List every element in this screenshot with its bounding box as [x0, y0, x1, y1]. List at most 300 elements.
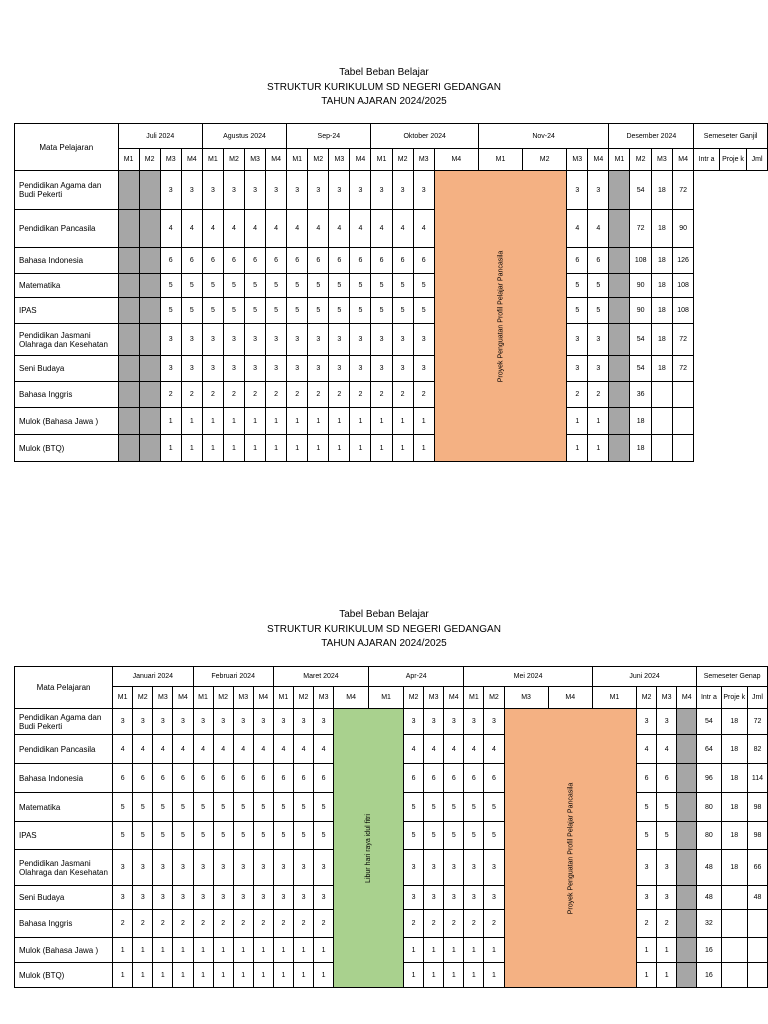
hour-cell: 3 — [404, 886, 424, 910]
hour-cell: 1 — [173, 938, 193, 963]
blocked-cell — [609, 210, 630, 248]
intra-cell: 48 — [697, 850, 721, 886]
hour-cell: 5 — [245, 274, 266, 298]
hour-cell: 4 — [444, 735, 464, 764]
projek-cell: 18 — [651, 356, 672, 382]
hour-cell: 1 — [202, 408, 223, 435]
hour-cell: 6 — [160, 248, 181, 274]
jml-cell: 72 — [747, 709, 767, 735]
jml-cell: 72 — [672, 356, 693, 382]
vertical-label: Proyek Penguatan Profil Pelajar Pancasila — [496, 250, 504, 382]
hour-cell: 3 — [308, 171, 329, 210]
hour-cell: 1 — [329, 435, 350, 462]
hour-cell: 3 — [464, 850, 484, 886]
hour-cell: 3 — [202, 356, 223, 382]
week-header: M3 — [314, 687, 334, 709]
hour-cell: 1 — [293, 938, 313, 963]
hour-cell: 6 — [287, 248, 308, 274]
holiday-block — [334, 709, 404, 988]
blocked-cell — [139, 324, 160, 356]
month-header: Agustus 2024 — [202, 124, 286, 149]
sem-col-projek: Proje k — [721, 687, 747, 709]
hour-cell: 3 — [588, 356, 609, 382]
hour-cell: 5 — [404, 793, 424, 822]
subject-cell: Seni Budaya — [15, 356, 119, 382]
hour-cell: 3 — [253, 886, 273, 910]
subject-cell: Bahasa Inggris — [15, 910, 113, 938]
week-header: M4 — [588, 149, 609, 171]
blocked-cell — [118, 356, 139, 382]
hour-cell: 4 — [424, 735, 444, 764]
hour-cell: 4 — [371, 210, 392, 248]
hour-cell: 6 — [308, 248, 329, 274]
hour-cell: 2 — [193, 910, 213, 938]
hour-cell: 5 — [464, 793, 484, 822]
week-header: M4 — [434, 149, 478, 171]
hour-cell: 1 — [160, 408, 181, 435]
hour-cell: 3 — [424, 850, 444, 886]
blocked-cell — [118, 274, 139, 298]
hour-cell: 2 — [424, 910, 444, 938]
hour-cell: 1 — [287, 435, 308, 462]
hour-cell: 5 — [293, 822, 313, 850]
hour-cell: 1 — [266, 408, 287, 435]
hour-cell: 2 — [464, 910, 484, 938]
hour-cell: 4 — [223, 210, 244, 248]
blocked-cell — [677, 850, 697, 886]
subject-cell: Mulok (Bahasa Jawa ) — [15, 408, 119, 435]
hour-cell: 1 — [233, 963, 253, 988]
blocked-cell — [118, 171, 139, 210]
week-header: M2 — [308, 149, 329, 171]
table-row — [15, 248, 768, 274]
week-header: M4 — [334, 687, 369, 709]
blocked-cell — [609, 356, 630, 382]
hour-cell: 5 — [314, 822, 334, 850]
hour-cell: 5 — [371, 274, 392, 298]
hour-cell: 1 — [193, 963, 213, 988]
week-header: M3 — [413, 149, 434, 171]
hour-cell: 3 — [392, 324, 413, 356]
hour-cell: 3 — [484, 850, 504, 886]
hour-cell: 2 — [273, 910, 293, 938]
hour-cell: 3 — [253, 850, 273, 886]
hour-cell: 1 — [113, 938, 133, 963]
hour-cell: 2 — [160, 382, 181, 408]
hour-cell: 2 — [233, 910, 253, 938]
blocked-cell — [677, 822, 697, 850]
jml-cell: 114 — [747, 764, 767, 793]
hour-cell: 3 — [293, 850, 313, 886]
jml-cell: 48 — [747, 886, 767, 910]
hour-cell: 1 — [181, 435, 202, 462]
week-header: M1 — [371, 149, 392, 171]
hour-cell: 6 — [444, 764, 464, 793]
hour-cell: 1 — [464, 938, 484, 963]
blocked-cell — [139, 408, 160, 435]
table2-heading — [14, 608, 754, 652]
hour-cell: 3 — [314, 886, 334, 910]
hour-cell: 6 — [464, 764, 484, 793]
hour-cell: 2 — [113, 910, 133, 938]
hour-cell: 4 — [113, 735, 133, 764]
week-header: M2 — [484, 687, 504, 709]
hour-cell: 3 — [371, 324, 392, 356]
vertical-label: Proyek Penguatan Profil Pelajar Pancasila — [566, 782, 574, 914]
hour-cell: 6 — [314, 764, 334, 793]
hour-cell: 5 — [113, 822, 133, 850]
hour-cell: 1 — [484, 963, 504, 988]
hour-cell: 6 — [253, 764, 273, 793]
hour-cell: 5 — [329, 274, 350, 298]
hour-cell: 3 — [153, 886, 173, 910]
hour-cell: 5 — [588, 298, 609, 324]
hour-cell: 5 — [173, 822, 193, 850]
hour-cell: 5 — [160, 274, 181, 298]
jml-cell: 108 — [672, 274, 693, 298]
hour-cell: 6 — [350, 248, 371, 274]
hour-cell: 4 — [404, 735, 424, 764]
hour-cell: 1 — [245, 408, 266, 435]
hour-cell: 1 — [223, 435, 244, 462]
hour-cell: 3 — [113, 850, 133, 886]
subject-cell: IPAS — [15, 298, 119, 324]
table2-schedule — [14, 666, 768, 988]
hour-cell: 1 — [444, 938, 464, 963]
hour-cell: 1 — [133, 963, 153, 988]
hour-cell: 5 — [133, 793, 153, 822]
hour-cell: 5 — [133, 822, 153, 850]
hour-cell: 3 — [314, 709, 334, 735]
hour-cell: 3 — [266, 171, 287, 210]
hour-cell: 5 — [293, 793, 313, 822]
hour-cell: 5 — [464, 822, 484, 850]
blocked-cell — [677, 709, 697, 735]
week-header: M1 — [118, 149, 139, 171]
sem-col-jml: Jml — [747, 149, 768, 171]
hour-cell: 1 — [392, 408, 413, 435]
hour-cell: 3 — [444, 850, 464, 886]
blocked-cell — [118, 210, 139, 248]
hour-cell: 5 — [637, 793, 657, 822]
week-header: M4 — [253, 687, 273, 709]
hour-cell: 6 — [173, 764, 193, 793]
hour-cell: 4 — [314, 735, 334, 764]
hour-cell: 1 — [213, 938, 233, 963]
hour-cell: 5 — [181, 298, 202, 324]
week-header: M2 — [392, 149, 413, 171]
table-row — [15, 210, 768, 248]
hour-cell: 5 — [202, 298, 223, 324]
hour-cell: 4 — [266, 210, 287, 248]
hour-cell: 6 — [273, 764, 293, 793]
hour-cell: 6 — [245, 248, 266, 274]
hour-cell: 5 — [245, 298, 266, 324]
hour-cell: 1 — [424, 938, 444, 963]
hour-cell: 3 — [266, 324, 287, 356]
hour-cell: 1 — [133, 938, 153, 963]
hour-cell: 5 — [444, 822, 464, 850]
hour-cell: 5 — [588, 274, 609, 298]
week-header: M3 — [233, 687, 253, 709]
jml-cell: 66 — [747, 850, 767, 886]
hour-cell: 4 — [193, 735, 213, 764]
hour-cell: 3 — [181, 324, 202, 356]
hour-cell: 1 — [413, 435, 434, 462]
blocked-cell — [118, 435, 139, 462]
hour-cell: 1 — [160, 435, 181, 462]
jml-cell — [747, 963, 767, 988]
table-row — [15, 382, 768, 408]
hour-cell: 4 — [253, 735, 273, 764]
hour-cell: 1 — [404, 963, 424, 988]
hour-cell: 2 — [213, 910, 233, 938]
hour-cell: 4 — [657, 735, 677, 764]
hour-cell: 2 — [350, 382, 371, 408]
subject-cell: IPAS — [15, 822, 113, 850]
blocked-cell — [677, 910, 697, 938]
hour-cell: 6 — [404, 764, 424, 793]
intra-cell: 80 — [697, 793, 721, 822]
hour-cell: 6 — [181, 248, 202, 274]
hour-cell: 4 — [181, 210, 202, 248]
table-row — [15, 435, 768, 462]
hour-cell: 5 — [287, 298, 308, 324]
sem-col-intra: Intr a — [697, 687, 721, 709]
hour-cell: 2 — [287, 382, 308, 408]
hour-cell: 1 — [484, 938, 504, 963]
blocked-cell — [139, 298, 160, 324]
table2-title-2: STRUKTUR KURIKULUM SD NEGERI GEDANGAN — [267, 623, 501, 635]
blocked-cell — [677, 886, 697, 910]
month-header: Sep-24 — [287, 124, 371, 149]
blocked-cell — [118, 298, 139, 324]
hour-cell: 4 — [287, 210, 308, 248]
hour-cell: 2 — [253, 910, 273, 938]
subject-header: Mata Pelajaran — [15, 667, 113, 709]
week-header: M4 — [173, 687, 193, 709]
hour-cell: 3 — [213, 886, 233, 910]
intra-cell: 96 — [697, 764, 721, 793]
hour-cell: 3 — [588, 324, 609, 356]
table-row — [15, 709, 768, 735]
week-header: M3 — [657, 687, 677, 709]
blocked-cell — [139, 171, 160, 210]
hour-cell: 3 — [213, 709, 233, 735]
hour-cell: 5 — [413, 298, 434, 324]
hour-cell: 3 — [153, 850, 173, 886]
week-header: M4 — [444, 687, 464, 709]
week-header: M4 — [677, 687, 697, 709]
hour-cell: 4 — [133, 735, 153, 764]
hour-cell: 4 — [308, 210, 329, 248]
hour-cell: 3 — [392, 171, 413, 210]
hour-cell: 3 — [153, 709, 173, 735]
week-header: M1 — [287, 149, 308, 171]
week-header: M3 — [651, 149, 672, 171]
hour-cell: 2 — [133, 910, 153, 938]
hour-cell: 1 — [329, 408, 350, 435]
table1-schedule — [14, 123, 768, 462]
intra-cell: 48 — [697, 886, 721, 910]
hour-cell: 3 — [293, 709, 313, 735]
week-header: M2 — [637, 687, 657, 709]
subject-cell: Matematika — [15, 793, 113, 822]
hour-cell: 5 — [444, 793, 464, 822]
blocked-cell — [139, 356, 160, 382]
hour-cell: 3 — [371, 356, 392, 382]
hour-cell: 6 — [133, 764, 153, 793]
subject-cell: Pendidikan Agama dan Budi Pekerti — [15, 171, 119, 210]
week-header: M2 — [223, 149, 244, 171]
hour-cell: 3 — [350, 324, 371, 356]
hour-cell: 2 — [329, 382, 350, 408]
intra-cell: 54 — [630, 171, 651, 210]
projek-cell — [651, 435, 672, 462]
week-header: M1 — [369, 687, 404, 709]
intra-cell: 54 — [697, 709, 721, 735]
subject-cell: Pendidikan Jasmani Olahraga dan Kesehatan — [15, 850, 113, 886]
hour-cell: 3 — [637, 709, 657, 735]
hour-cell: 6 — [329, 248, 350, 274]
month-header: Desember 2024 — [609, 124, 694, 149]
hour-cell: 2 — [223, 382, 244, 408]
projek-cell — [721, 886, 747, 910]
month-header: Oktober 2024 — [371, 124, 478, 149]
table-row — [15, 408, 768, 435]
hour-cell: 5 — [314, 793, 334, 822]
hour-cell: 6 — [392, 248, 413, 274]
hour-cell: 2 — [266, 382, 287, 408]
jml-cell: 126 — [672, 248, 693, 274]
hour-cell: 6 — [193, 764, 213, 793]
month-header: Maret 2024 — [273, 667, 368, 687]
jml-cell: 82 — [747, 735, 767, 764]
table-row — [15, 324, 768, 356]
jml-cell — [747, 910, 767, 938]
hour-cell: 1 — [153, 938, 173, 963]
hour-cell: 1 — [371, 408, 392, 435]
hour-cell: 3 — [202, 324, 223, 356]
hour-cell: 3 — [253, 709, 273, 735]
sem-col-intra: Intr a — [694, 149, 720, 171]
hour-cell: 5 — [266, 274, 287, 298]
week-header: M2 — [523, 149, 567, 171]
table1-title-3: TAHUN AJARAN 2024/2025 — [321, 96, 447, 107]
projek-cell: 18 — [721, 822, 747, 850]
hour-cell: 3 — [392, 356, 413, 382]
hour-cell: 3 — [567, 324, 588, 356]
hour-cell: 3 — [233, 709, 253, 735]
table2-title-3: TAHUN AJARAN 2024/2025 — [321, 638, 447, 649]
hour-cell: 6 — [213, 764, 233, 793]
hour-cell: 1 — [308, 435, 329, 462]
hour-cell: 4 — [329, 210, 350, 248]
blocked-cell — [677, 764, 697, 793]
intra-cell: 18 — [630, 408, 651, 435]
projek-cell: 18 — [651, 248, 672, 274]
hour-cell: 5 — [392, 298, 413, 324]
hour-cell: 1 — [637, 963, 657, 988]
hour-cell: 4 — [213, 735, 233, 764]
week-header: M3 — [329, 149, 350, 171]
hour-cell: 2 — [404, 910, 424, 938]
hour-cell: 3 — [371, 171, 392, 210]
sem-col-projek: Proje k — [719, 149, 746, 171]
subject-cell: Mulok (BTQ) — [15, 435, 119, 462]
hour-cell: 3 — [273, 886, 293, 910]
subject-cell: Mulok (BTQ) — [15, 963, 113, 988]
hour-cell: 4 — [392, 210, 413, 248]
hour-cell: 1 — [223, 408, 244, 435]
month-header: Februari 2024 — [193, 667, 273, 687]
hour-cell: 3 — [308, 356, 329, 382]
hour-cell: 1 — [637, 938, 657, 963]
month-header: Juni 2024 — [592, 667, 696, 687]
hour-cell: 5 — [329, 298, 350, 324]
subject-cell: Mulok (Bahasa Jawa ) — [15, 938, 113, 963]
projek-cell: 18 — [651, 210, 672, 248]
hour-cell: 6 — [293, 764, 313, 793]
subject-cell: Pendidikan Jasmani Olahraga dan Kesehatan — [15, 324, 119, 356]
hour-cell: 5 — [567, 298, 588, 324]
hour-cell: 1 — [657, 963, 677, 988]
hour-cell: 2 — [181, 382, 202, 408]
hour-cell: 3 — [160, 171, 181, 210]
hour-cell: 3 — [181, 356, 202, 382]
hour-cell: 5 — [484, 793, 504, 822]
hour-cell: 2 — [657, 910, 677, 938]
hour-cell: 1 — [371, 435, 392, 462]
hour-cell: 3 — [233, 886, 253, 910]
hour-cell: 4 — [160, 210, 181, 248]
week-header: M3 — [245, 149, 266, 171]
hour-cell: 4 — [413, 210, 434, 248]
hour-cell: 6 — [657, 764, 677, 793]
hour-cell: 3 — [314, 850, 334, 886]
hour-cell: 3 — [223, 324, 244, 356]
jml-cell — [672, 382, 693, 408]
hour-cell: 1 — [424, 963, 444, 988]
month-header: Mei 2024 — [464, 667, 593, 687]
hour-cell: 3 — [245, 324, 266, 356]
hour-cell: 3 — [173, 886, 193, 910]
hour-cell: 3 — [113, 709, 133, 735]
blocked-cell — [609, 171, 630, 210]
blocked-cell — [609, 274, 630, 298]
subject-cell: Bahasa Indonesia — [15, 764, 113, 793]
projek-cell: 18 — [721, 709, 747, 735]
table-row — [15, 274, 768, 298]
subject-cell: Bahasa Indonesia — [15, 248, 119, 274]
hour-cell: 1 — [245, 435, 266, 462]
hour-cell: 3 — [133, 850, 153, 886]
hour-cell: 5 — [424, 822, 444, 850]
hour-cell: 5 — [253, 822, 273, 850]
projek-cell: 18 — [651, 274, 672, 298]
week-header: M2 — [139, 149, 160, 171]
hour-cell: 3 — [567, 171, 588, 210]
hour-cell: 3 — [637, 886, 657, 910]
vertical-label: Libur hari raya idul fitri — [365, 813, 373, 883]
hour-cell: 1 — [308, 408, 329, 435]
hour-cell: 4 — [245, 210, 266, 248]
hour-cell: 3 — [133, 886, 153, 910]
hour-cell: 2 — [392, 382, 413, 408]
jml-cell — [672, 435, 693, 462]
hour-cell: 5 — [266, 298, 287, 324]
jml-cell: 90 — [672, 210, 693, 248]
